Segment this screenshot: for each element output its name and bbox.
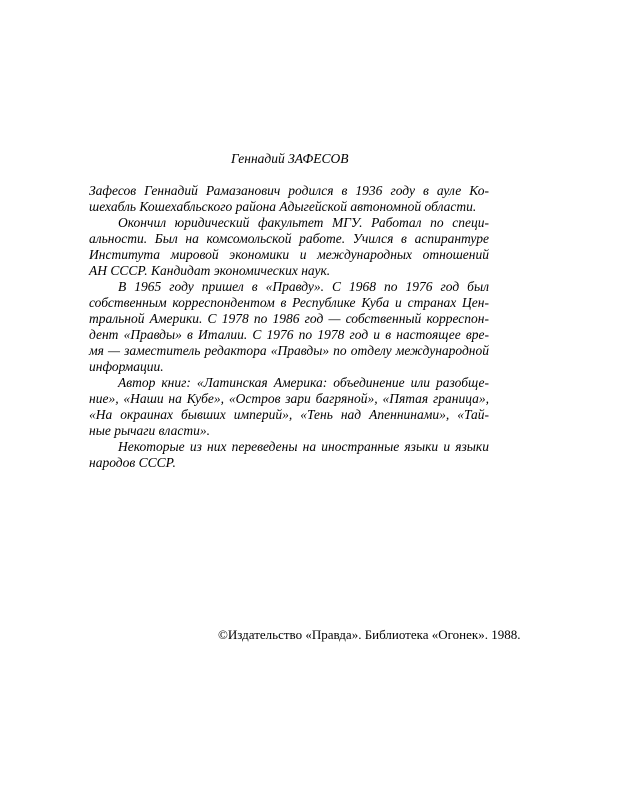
copyright-notice: ©Издательство «Правда». Библиотека «Огонек». 1988. [218,627,521,642]
bio-line: дент «Правды» в Италии. С 1976 по 1978 год и в настоящее вре- [89,327,489,342]
bio-line: В 1965 году пришел в «Правду». С 1968 по 1976 год был [118,279,489,294]
bio-line: Института мировой экономики и международных отношений [89,247,489,262]
bio-line: мя — заместитель редактора «Правды» по отделу международной [89,343,489,358]
bio-line: Зафесов Геннадий Рамазанович родился в 1936 году в ауле Ко- [89,183,489,198]
bio-line: Окончил юридический факультет МГУ. Работал по специ- [118,215,489,230]
bio-line: альности. Был на комсомольской работе. Учился в аспирантуре [89,231,489,246]
author-biography [89,183,489,471]
bio-line: ние», «Наши на Кубе», «Остров зари багряной», «Пятая граница», [89,391,489,406]
bio-line: Автор книг: «Латинская Америка: объединение или разобще- [118,375,489,390]
bio-line: «На окраинах бывших империй», «Тень над Апеннинами», «Тай- [89,407,489,422]
bio-line: Некоторые из них переведены на иностранные языки и языки [118,439,489,454]
bio-line: информации. [89,359,164,374]
bio-line: собственным корреспондентом в Республике Куба и странах Цен- [89,295,489,310]
bio-line: ные рычаги власти». [89,423,210,438]
bio-line: тральной Америки. С 1978 по 1986 год — собственный корреспон- [89,311,489,326]
bio-line: АН СССР. Кандидат экономических наук. [89,263,331,278]
bio-line: шехабль Кошехабльского района Адыгейской автономной области. [89,199,477,214]
author-heading: Геннадий ЗАФЕСОВ [231,151,349,166]
bio-line: народов СССР. [89,455,176,470]
